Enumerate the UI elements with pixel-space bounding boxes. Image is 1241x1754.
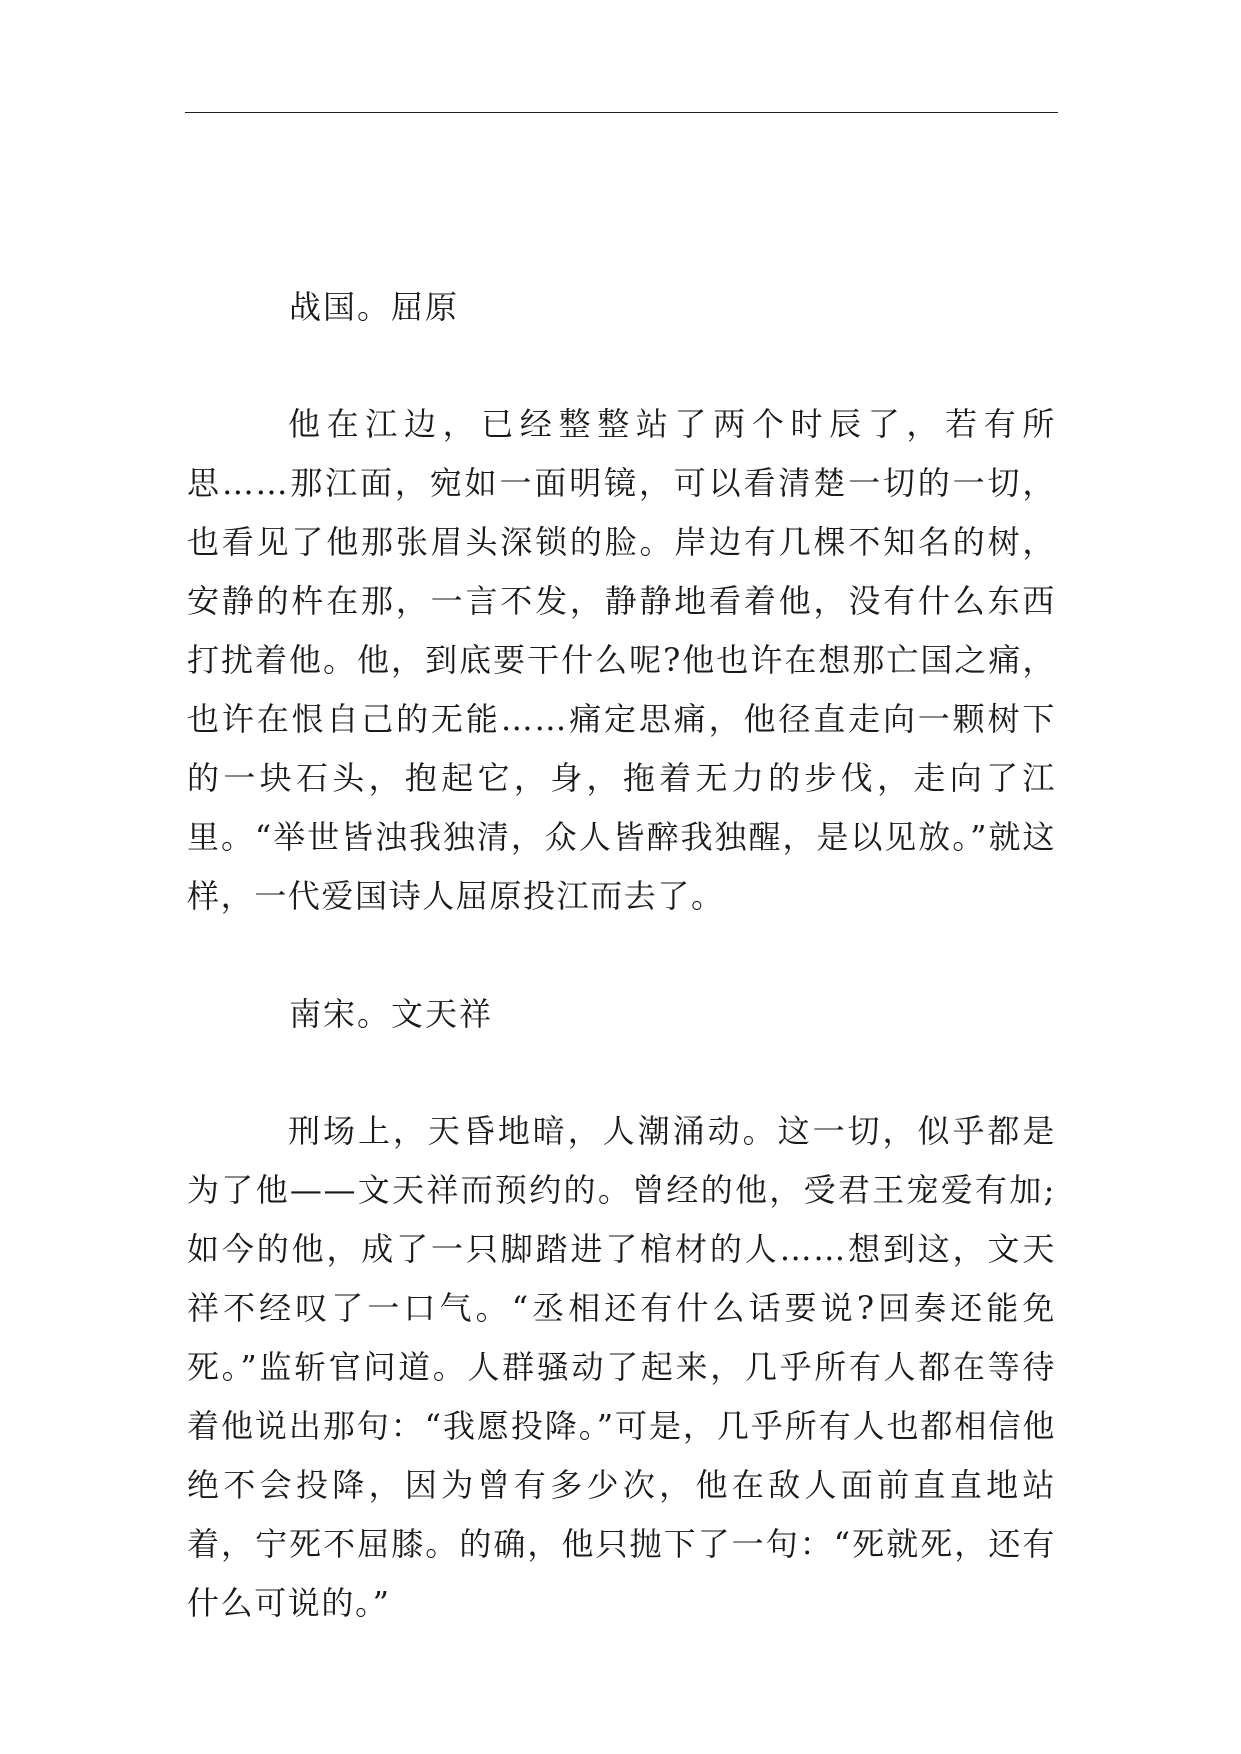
section-heading-qu-yuan: 战国。屈原	[289, 288, 460, 326]
section-heading-wen-tianxiang: 南宋。文天祥	[289, 995, 494, 1033]
paragraph-qu-yuan: 他在江边，已经整整站了两个时辰了，若有所思……那江面，宛如一面明镜，可以看清楚一切的一切，也看见了他那张眉头深锁的脸。岸边有几棵不知名的树，安静的杵在那，一言不发，静静地看着他，没有什么东西打扰着他。他，到底要干什么呢?他也许在想那亡国之痛，也许在恨自己的无能……痛定思痛，他径直走向一颗树下的一块石头，抱起它，身，拖着无力的步伐，走向了江里。“举世皆浊我独清，众人皆醉我独醒，是以见放。”就这样，一代爱国诗人屈原投江而去了。	[187, 405, 1056, 915]
spacer	[187, 337, 1056, 395]
document-body	[187, 278, 1056, 1633]
spacer	[187, 1044, 1056, 1102]
header-rule	[185, 112, 1058, 113]
spacer	[187, 926, 1056, 985]
paragraph-wen-tianxiang: 刑场上，天昏地暗，人潮涌动。这一切，似乎都是为了他——文天祥而预约的。曾经的他，受君王宠爱有加;如今的他，成了一只脚踏进了棺材的人……想到这，文天祥不经叹了一口气。“丞相还有什么话要说?回奏还能免死。”监斩官问道。人群骚动了起来，几乎所有人都在等待着他说出那句：“我愿投降。”可是，几乎所有人也都相信他绝不会投降，因为曾有多少次，他在敌人面前直直地站着，宁死不屈膝。的确，他只抛下了一句：“死就死，还有什么可说的。”	[187, 1112, 1056, 1622]
